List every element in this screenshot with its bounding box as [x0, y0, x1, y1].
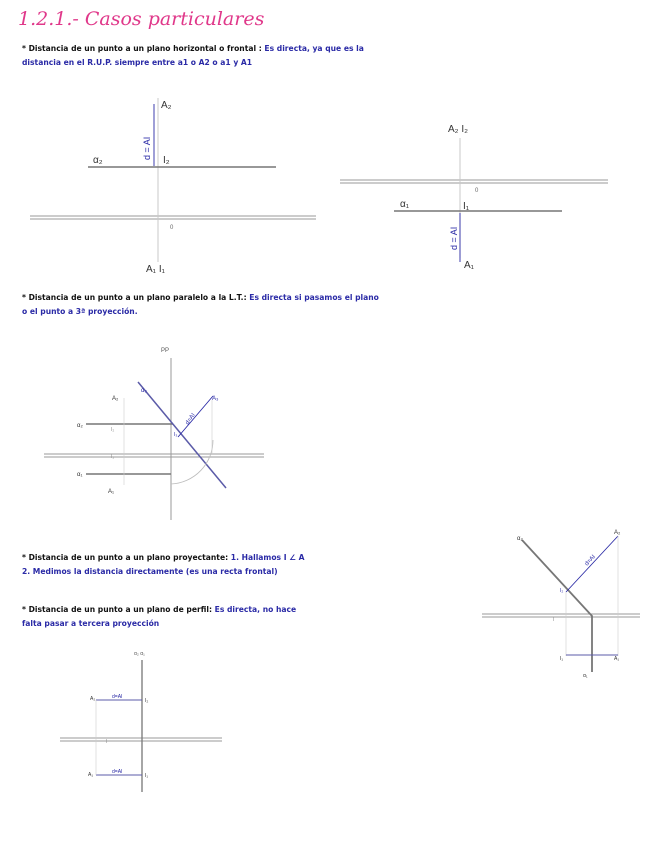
- label-a1: A₁: [464, 260, 475, 271]
- svg-text:α₃: α₃: [141, 388, 147, 394]
- note-horizontal-lead: * Distancia de un punto a un plano horizontal o frontal :: [22, 44, 262, 53]
- label-dist-5: d=AI: [112, 694, 123, 700]
- label-alpha1: α₁: [400, 199, 410, 210]
- label-i1: I₁: [463, 201, 470, 212]
- svg-text:I₁: I₁: [145, 773, 149, 779]
- note-profile-body1: Es directa, no hace: [214, 605, 297, 614]
- note-projecting-lead: * Distancia de un punto a un plano proyectante:: [22, 553, 229, 562]
- svg-text:A₂: A₂: [614, 530, 621, 536]
- label-dist-4: d=AI: [584, 554, 597, 568]
- label-dist: d = AI: [142, 136, 152, 160]
- svg-text:A₂: A₂: [112, 396, 119, 402]
- note-profile-body2: falta pasar a tercera proyección: [22, 619, 160, 628]
- section-title: 1.2.1.- Casos particulares: [18, 8, 265, 30]
- svg-text:A₁: A₁: [88, 772, 94, 778]
- note-canted-body1: Es directa si pasamos el plano: [249, 293, 379, 302]
- svg-text:I: I: [553, 617, 555, 623]
- svg-text:A₂: A₂: [90, 696, 96, 702]
- note-horizontal-body1: Es directa, ya que es la: [264, 44, 364, 53]
- label-dist-2: d = AI: [449, 226, 459, 250]
- label-i2: I₂: [163, 155, 170, 166]
- note-projecting-body1: 1. Hallamos I ∠ A: [230, 553, 305, 562]
- svg-text:α₁: α₁: [77, 472, 83, 478]
- svg-text:I₁: I₁: [560, 656, 564, 662]
- label-zero: 0: [170, 225, 174, 231]
- svg-text:I₂: I₂: [145, 698, 149, 704]
- svg-text:α₂: α₂: [517, 536, 523, 542]
- note-canted-lead: * Distancia de un punto a un plano paralelo a la L.T.:: [22, 293, 247, 302]
- svg-text:α₂ α₁: α₂ α₁: [134, 651, 145, 657]
- svg-text:I: I: [106, 739, 108, 745]
- svg-text:I₁: I₁: [111, 454, 115, 460]
- label-alpha2: α₂: [93, 155, 103, 166]
- note-projecting-body2: 2. Medimos la distancia directamente (es una recta frontal): [22, 567, 278, 576]
- svg-text:A₃: A₃: [212, 396, 219, 402]
- svg-text:α₁: α₁: [583, 673, 588, 679]
- svg-text:I₂: I₂: [560, 588, 564, 594]
- svg-text:A₁: A₁: [108, 489, 115, 495]
- svg-text:α₂: α₂: [77, 423, 83, 429]
- svg-text:I₃: I₃: [174, 432, 178, 438]
- note-horizontal-body2: distancia en el R.U.P. siempre entre a1 o A2 o a1 y A1: [22, 58, 253, 67]
- label-a2: A₂: [161, 100, 172, 111]
- label-dist-6: d=AI: [112, 769, 123, 775]
- svg-text:I₂: I₂: [111, 427, 115, 433]
- label-pp: PP: [161, 348, 170, 354]
- label-a2i2: A₂ I₂: [448, 124, 468, 135]
- svg-text:A₁: A₁: [614, 656, 620, 662]
- label-a1i1: A₁ I₁: [146, 264, 165, 275]
- note-canted-body2: o el punto a 3ª proyección.: [22, 307, 138, 316]
- label-dist-3: d=AI: [184, 412, 197, 427]
- note-profile-lead: * Distancia de un punto a un plano de perfil:: [22, 605, 212, 614]
- label-zero-2: 0: [475, 188, 479, 194]
